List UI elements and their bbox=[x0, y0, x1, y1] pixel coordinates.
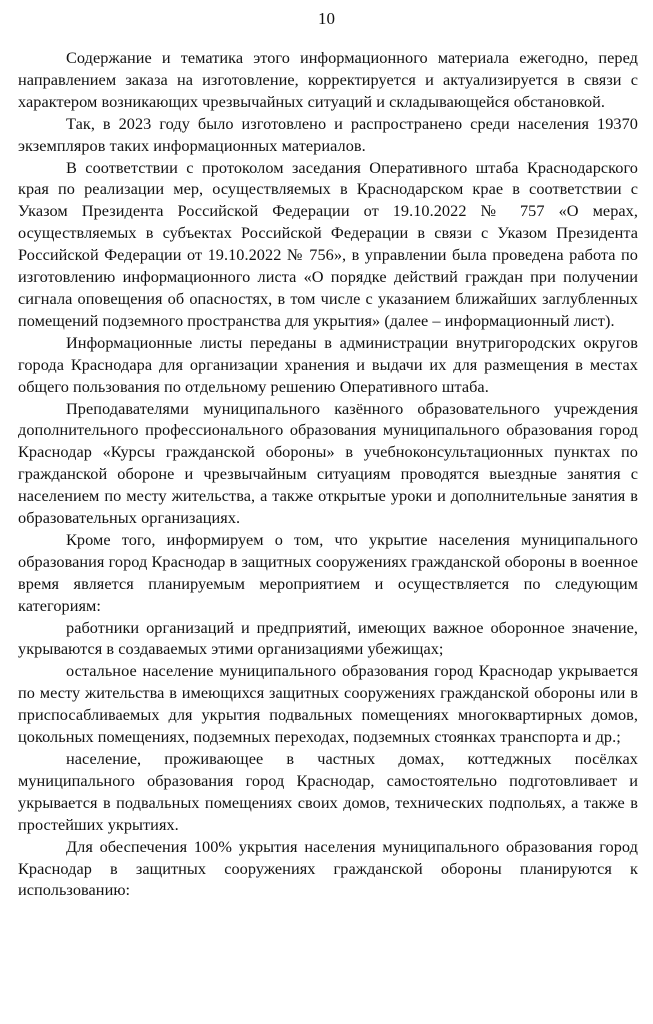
paragraph-protocol: В соответствии с протоколом заседания Оперативного штаба Краснодарского края по реализации мер, осуществляемых в Краснодарском крае в соответствии с Указом Президента Российской Федерации от 19.10.2022 № 757 «О мерах, осуществляемых в субъектах Российской Федерации в связи с Указом Президента Российской Федерации от 19.10.2022 № 756», в управлении была проведена работа по изготовлению информационного листа «О порядке действий граждан при получении сигнала оповещения об опасностях, в том числе с указанием ближайших заглубленных помещений подземного пространства для укрытия» (далее – информационный лист). bbox=[18, 157, 638, 330]
document-body bbox=[18, 47, 638, 901]
paragraph-category-private-houses: население, проживающее в частных домах, коттеджных посёлках муниципального образования город Краснодар, самостоятельно подготовливает и укрывается в подвальных помещениях своих домов, технических подпольях, а также в простейших укрытиях. bbox=[18, 749, 638, 834]
paragraph-full-coverage: Для обеспечения 100% укрытия населения муниципального образования город Краснодар в защитных сооружениях гражданской обороны планируются к использованию: bbox=[18, 836, 638, 900]
paragraph-2023-stats: Так, в 2023 году было изготовлено и распространено среди населения 19370 экземпляров таких информационных материалов. bbox=[18, 113, 638, 155]
page-number: 10 bbox=[318, 9, 335, 28]
paragraph-category-residents: остальное население муниципального образования город Краснодар укрывается по месту жительства в имеющихся защитных сооружениях гражданской обороны или в приспосабливаемых для укрытия подвальных помещениях многоквартирных домов, цокольных помещениях, подземных переходах, подземных стоянках транспорта и др.; bbox=[18, 661, 638, 747]
paragraph-shelter-intro: Кроме того, информируем о том, что укрытие населения муниципального образования город Краснодар в защитных сооружениях гражданской обороны в военное время является планируемым мероприятием и осуществляется по следующим категориям: bbox=[18, 529, 638, 615]
paragraph-intro: Содержание и тематика этого информационного материала ежегодно, перед направлением заказа на изготовление, корректируется и актуализируется в связи с характером возникающих чрезвычайных ситуаций и складывающейся обстановкой. bbox=[18, 48, 638, 111]
paragraph-teachers: Преподавателями муниципального казённого образовательного учреждения дополнительного профессионального образования муниципального образования город Краснодар «Курсы гражданской обороны» в учебноконсультационных пунктах по гражданской обороне и чрезвычайным ситуациям проводятся выездные занятия с населением по месту жительства, а также открытые уроки и дополнительные занятия в образовательных организациях. bbox=[18, 398, 638, 528]
paragraph-category-workers: работники организаций и предприятий, имеющих важное оборонное значение, укрываются в создаваемых этими организациями убежищах; bbox=[18, 617, 638, 659]
paragraph-info-sheets: Информационные листы переданы в администрации внутригородских округов города Краснодара для организации хранения и выдачи их для размещения в местах общего пользования по отдельному решению Оперативного штаба. bbox=[18, 332, 638, 396]
